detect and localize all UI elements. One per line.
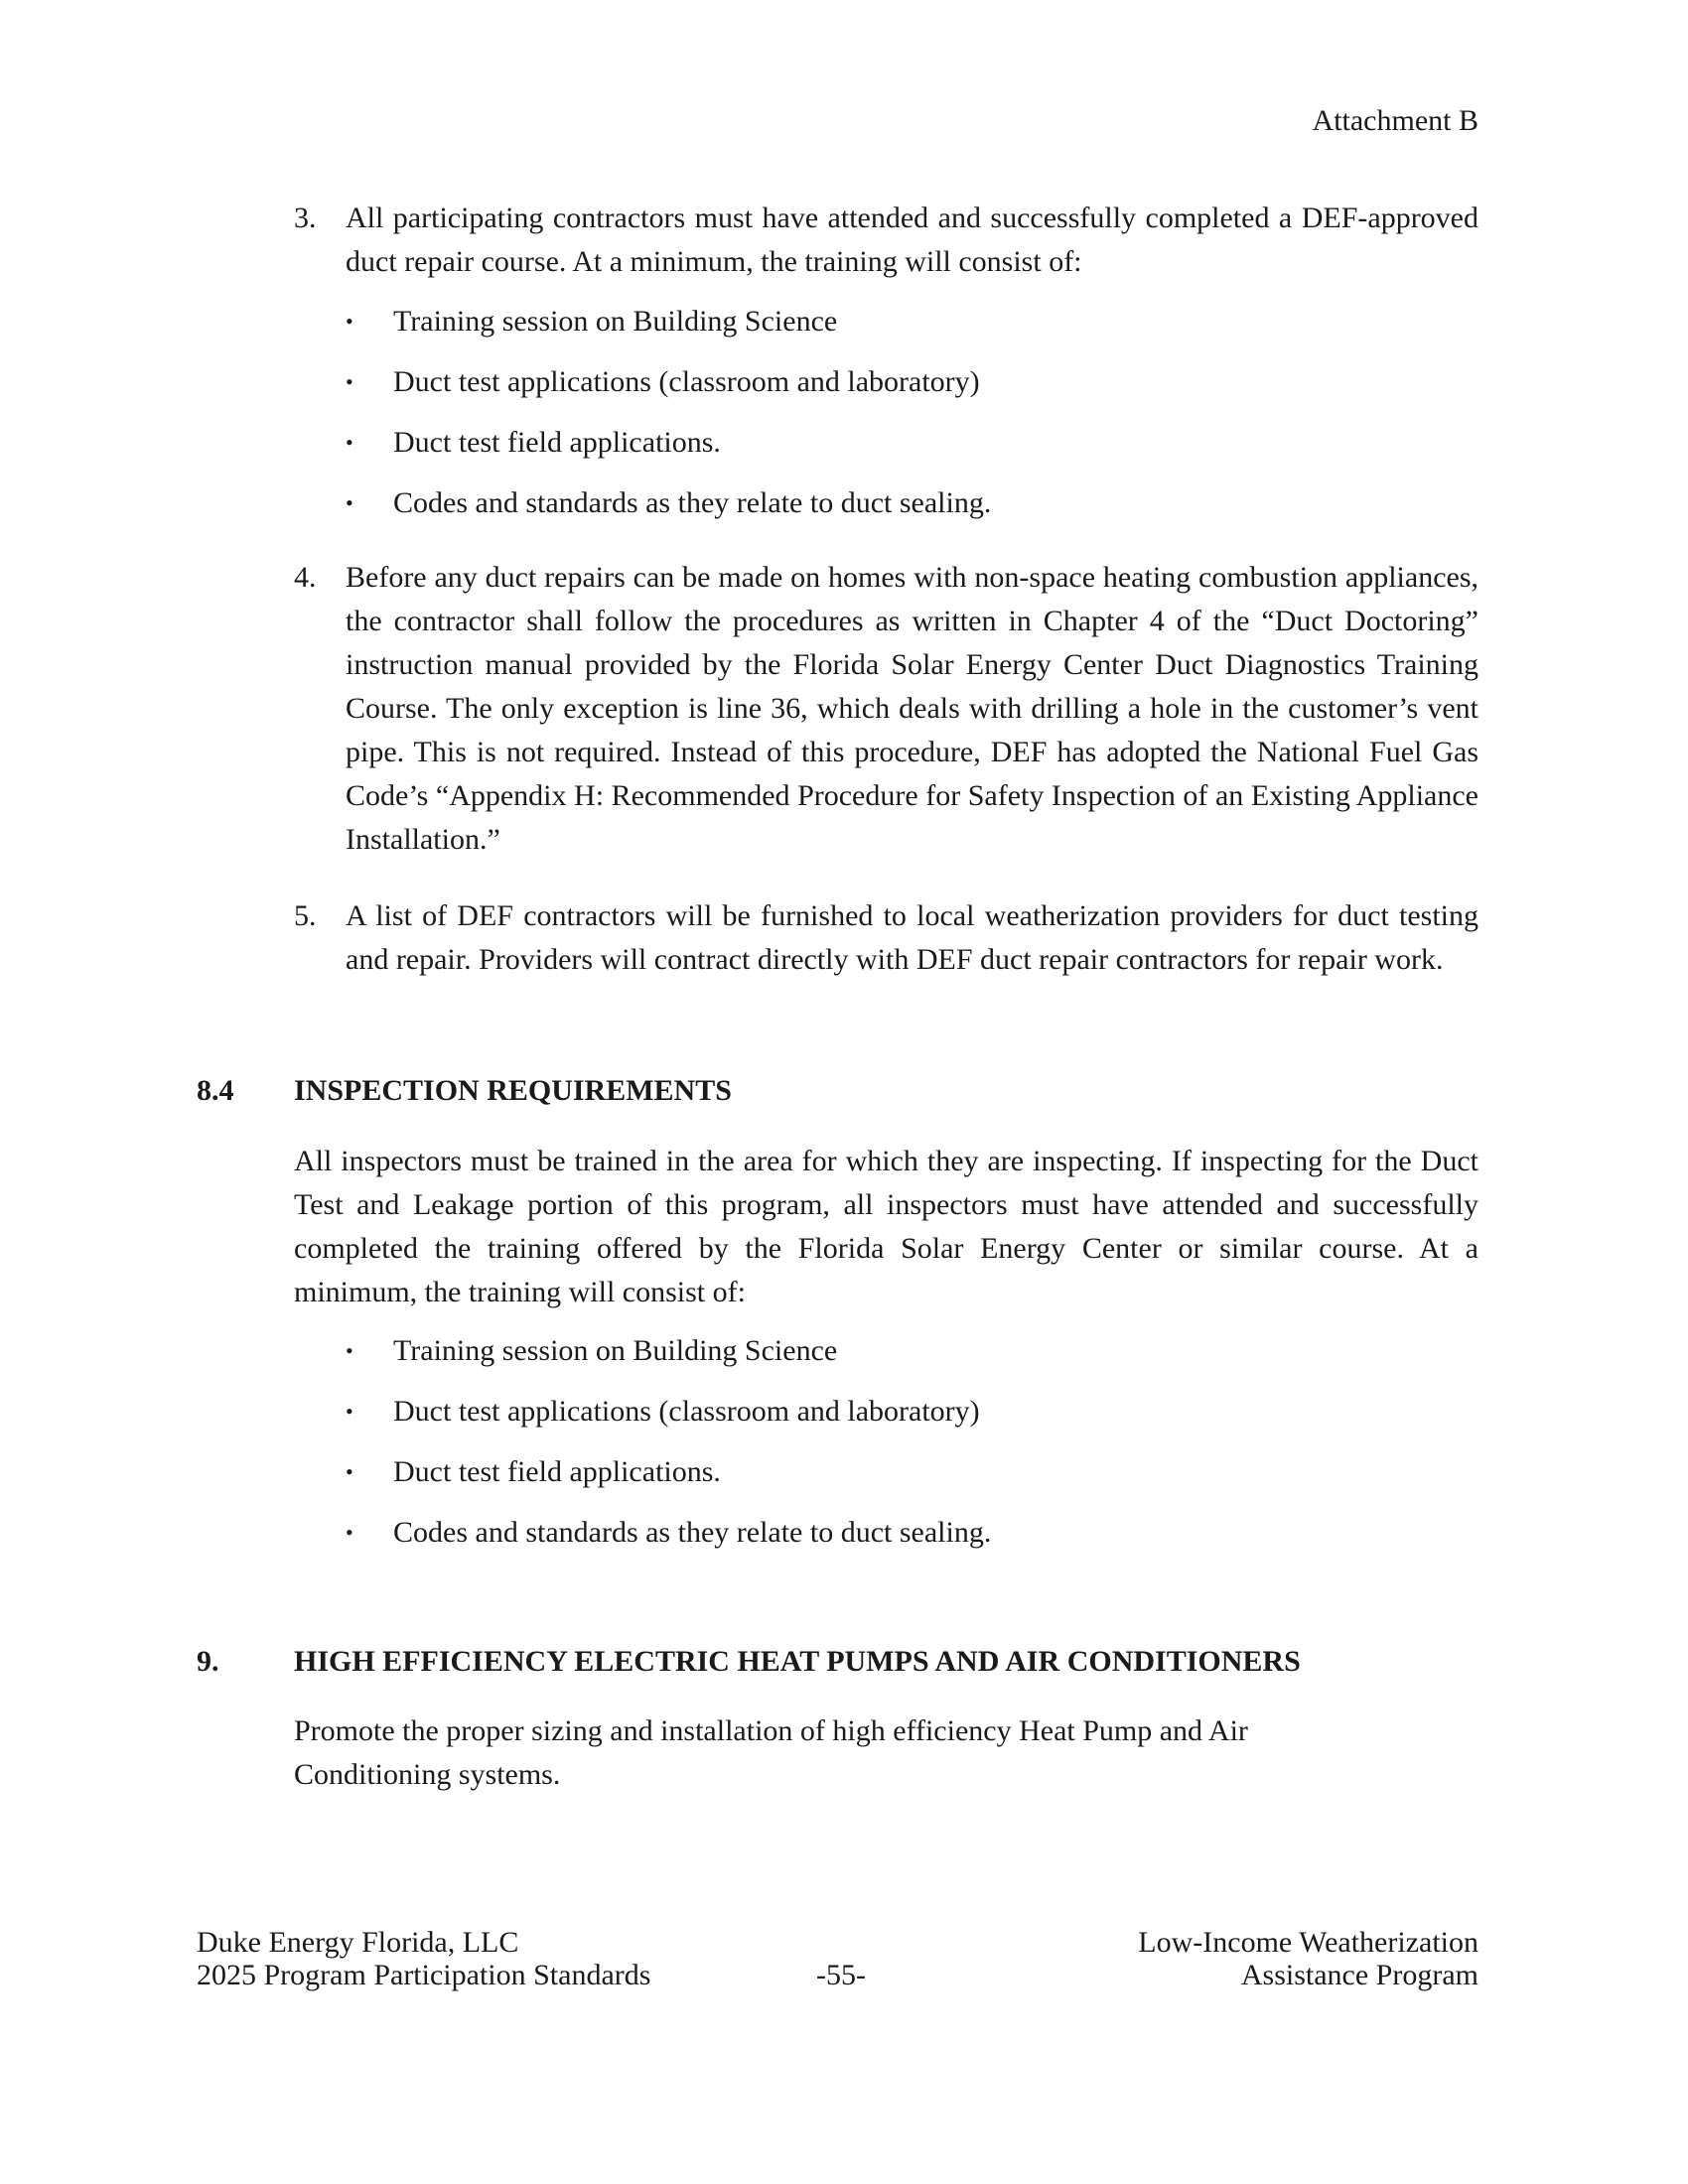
section-title: INSPECTION REQUIREMENTS [294, 1074, 732, 1107]
section-number: 9. [197, 1645, 219, 1678]
bullet-icon: • [346, 1399, 353, 1424]
footer-program-line1: Low-Income Weatherization [1138, 1926, 1478, 1959]
bullet-item: • Training session on Building Science [393, 300, 991, 360]
bullet-icon: • [346, 490, 353, 515]
bullet-icon: • [346, 1459, 353, 1484]
bullet-item: • Codes and standards as they relate to duct sealing. [393, 1511, 991, 1571]
bullet-item: • Duct test field applications. [393, 1450, 991, 1511]
list-item-4 [294, 556, 1478, 862]
attachment-label: Attachment B [1312, 104, 1478, 137]
bullet-icon: • [346, 309, 353, 334]
bullet-icon: • [346, 1520, 353, 1545]
section-title: HIGH EFFICIENCY ELECTRIC HEAT PUMPS AND AIR CONDITIONERS [294, 1645, 1301, 1678]
footer-program-line2: Assistance Program [1240, 1959, 1478, 1991]
section-paragraph: Promote the proper sizing and installation of high efficiency Heat Pump and Air Conditioning systems. [294, 1714, 1248, 1791]
footer-left [197, 1926, 650, 1991]
page-number: -55- [816, 1959, 866, 1991]
footer-right [1138, 1926, 1478, 1991]
bullet-item: • Duct test applications (classroom and laboratory) [393, 360, 991, 421]
item-text: Before any duct repairs can be made on homes with non-space heating combustion appliances, the contractor shall follow the procedures as written in Chapter 4 of the “Duct Doctoring” instruction manual provided by the Florida Solar Energy Center Duct Diagnostics Training Course. The only exception is line 36, which deals with drilling a hole in the customer’s vent pipe. This is not required. Instead of this procedure, DEF has adopted the National Fuel Gas Code’s “Appendix H: Recommended Procedure for Safety Inspection of an Existing Appliance Installation.” [346, 561, 1478, 856]
section-paragraph: All inspectors must be trained in the area for which they are inspecting. If inspecting for the Duct Test and Leakage portion of this program, all inspectors must have attended and successfully completed the training offered by the Florida Solar Energy Center or similar course. At a minimum, the training will consist of: [294, 1145, 1478, 1308]
item-text: A list of DEF contractors will be furnished to local weatherization providers for duct testing and repair. Providers will contract directly with DEF duct repair contractors for repair work. [346, 899, 1478, 976]
bullet-icon: • [346, 369, 353, 394]
footer-company: Duke Energy Florida, LLC [197, 1926, 519, 1959]
item-number: 3. [294, 202, 317, 234]
item-text: All participating contractors must have attended and successfully completed a DEF-approved duct repair course. At a minimum, the training will consist of: [346, 202, 1478, 278]
bullet-item: • Duct test applications (classroom and laboratory) [393, 1390, 991, 1450]
item-number: 5. [294, 899, 317, 932]
bullet-icon: • [346, 1338, 353, 1363]
training-bullet-list-2 [346, 1329, 992, 1571]
section-heading-9 [197, 1640, 1301, 1684]
bullet-item: • Training session on Building Science [393, 1329, 991, 1390]
section-number: 8.4 [197, 1074, 234, 1107]
section-heading-8-4 [197, 1069, 732, 1113]
bullet-icon: • [346, 430, 353, 455]
item-number: 4. [294, 561, 317, 594]
list-item-5 [294, 894, 1478, 982]
training-bullet-list-1 [346, 300, 992, 542]
bullet-item: • Duct test field applications. [393, 421, 991, 481]
list-item-3 [294, 197, 1478, 284]
footer-standards: 2025 Program Participation Standards [197, 1959, 651, 1991]
bullet-item: • Codes and standards as they relate to duct sealing. [393, 481, 991, 542]
